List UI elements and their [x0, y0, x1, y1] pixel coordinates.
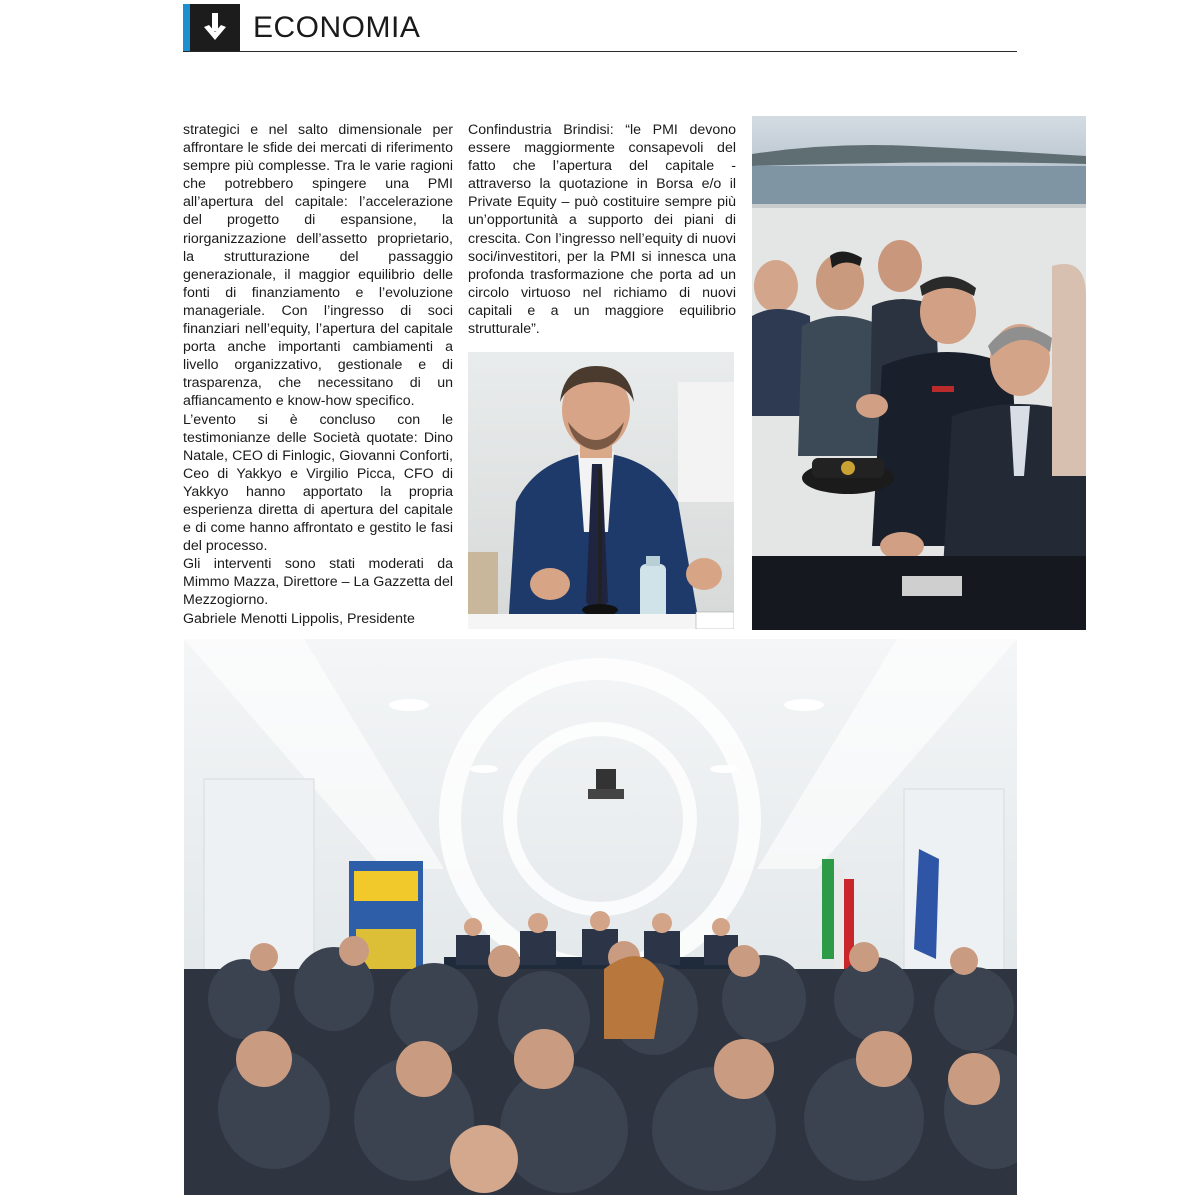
article-paragraph: Gli interventi sono stati moderati da Mimmo Mazza, Direttore – La Gazzetta del Mezzogiorno.	[183, 556, 453, 609]
article-paragraph: strategici e nel salto dimensionale per affrontare le sfide dei mercati di riferimento sempre più complesse. Tra le varie ragioni che potrebbero spingere una PMI all’apertura del capitale: l’accelerazione del progetto di espansione, la riorganizzazione dell’assetto proprietario, la strutturazione del passaggio generazionale, il maggior equilibrio delle fonti di finanziamento e l’evoluzione manageriale. Con l’ingresso di soci finanziari nell’equity, l’apertura del capitale porta anche importanti cambiamenti a livello organizzativo, gestionale e di trasparenza, che necessitano di un affiancamento e know-how specifico.	[183, 122, 453, 410]
article-paragraph: L’evento si è concluso con le testimonianze delle Società quotate: Dino Natale, CEO di Finlogic, Giovanni Conforti, Ceo di Yakkyo e Virgilio Picca, CFO di Yakkyo hanno apportato la propria esperienza diretta di apertura del capitale e di come hanno affrontato e gestito le fasi del processo.	[183, 411, 453, 555]
header-icon-box	[190, 4, 240, 51]
article-paragraph: Confindustria Brindisi: “le PMI devono essere maggiormente consapevoli del fatto che l’apertura del capitale - attraverso la quotazione in Borsa e/o il Private Equity – può costituire sempre più un’opportunità a supporto dei piani di crescita. Con l’ingresso nell’equity di nuovi soci/investitori, per la PMI si innesca una profonda trasformazione che porta ad un circolo virtuoso nel richiamo di nuovi capitali e a un maggiore equilibrio strutturale”.	[468, 122, 736, 338]
article-paragraph: Gabriele Menotti Lippolis, Presidente	[183, 610, 415, 627]
audience-photo	[752, 116, 1086, 630]
speaker-photo	[468, 352, 734, 629]
conference-hall-photo	[184, 639, 1017, 1195]
article-column-right	[468, 121, 736, 338]
section-title: ECONOMIA	[253, 11, 421, 44]
down-arrow-icon	[202, 13, 228, 43]
header-accent-bar	[183, 4, 190, 51]
section-header	[183, 4, 1017, 52]
article-column-left	[183, 121, 453, 628]
